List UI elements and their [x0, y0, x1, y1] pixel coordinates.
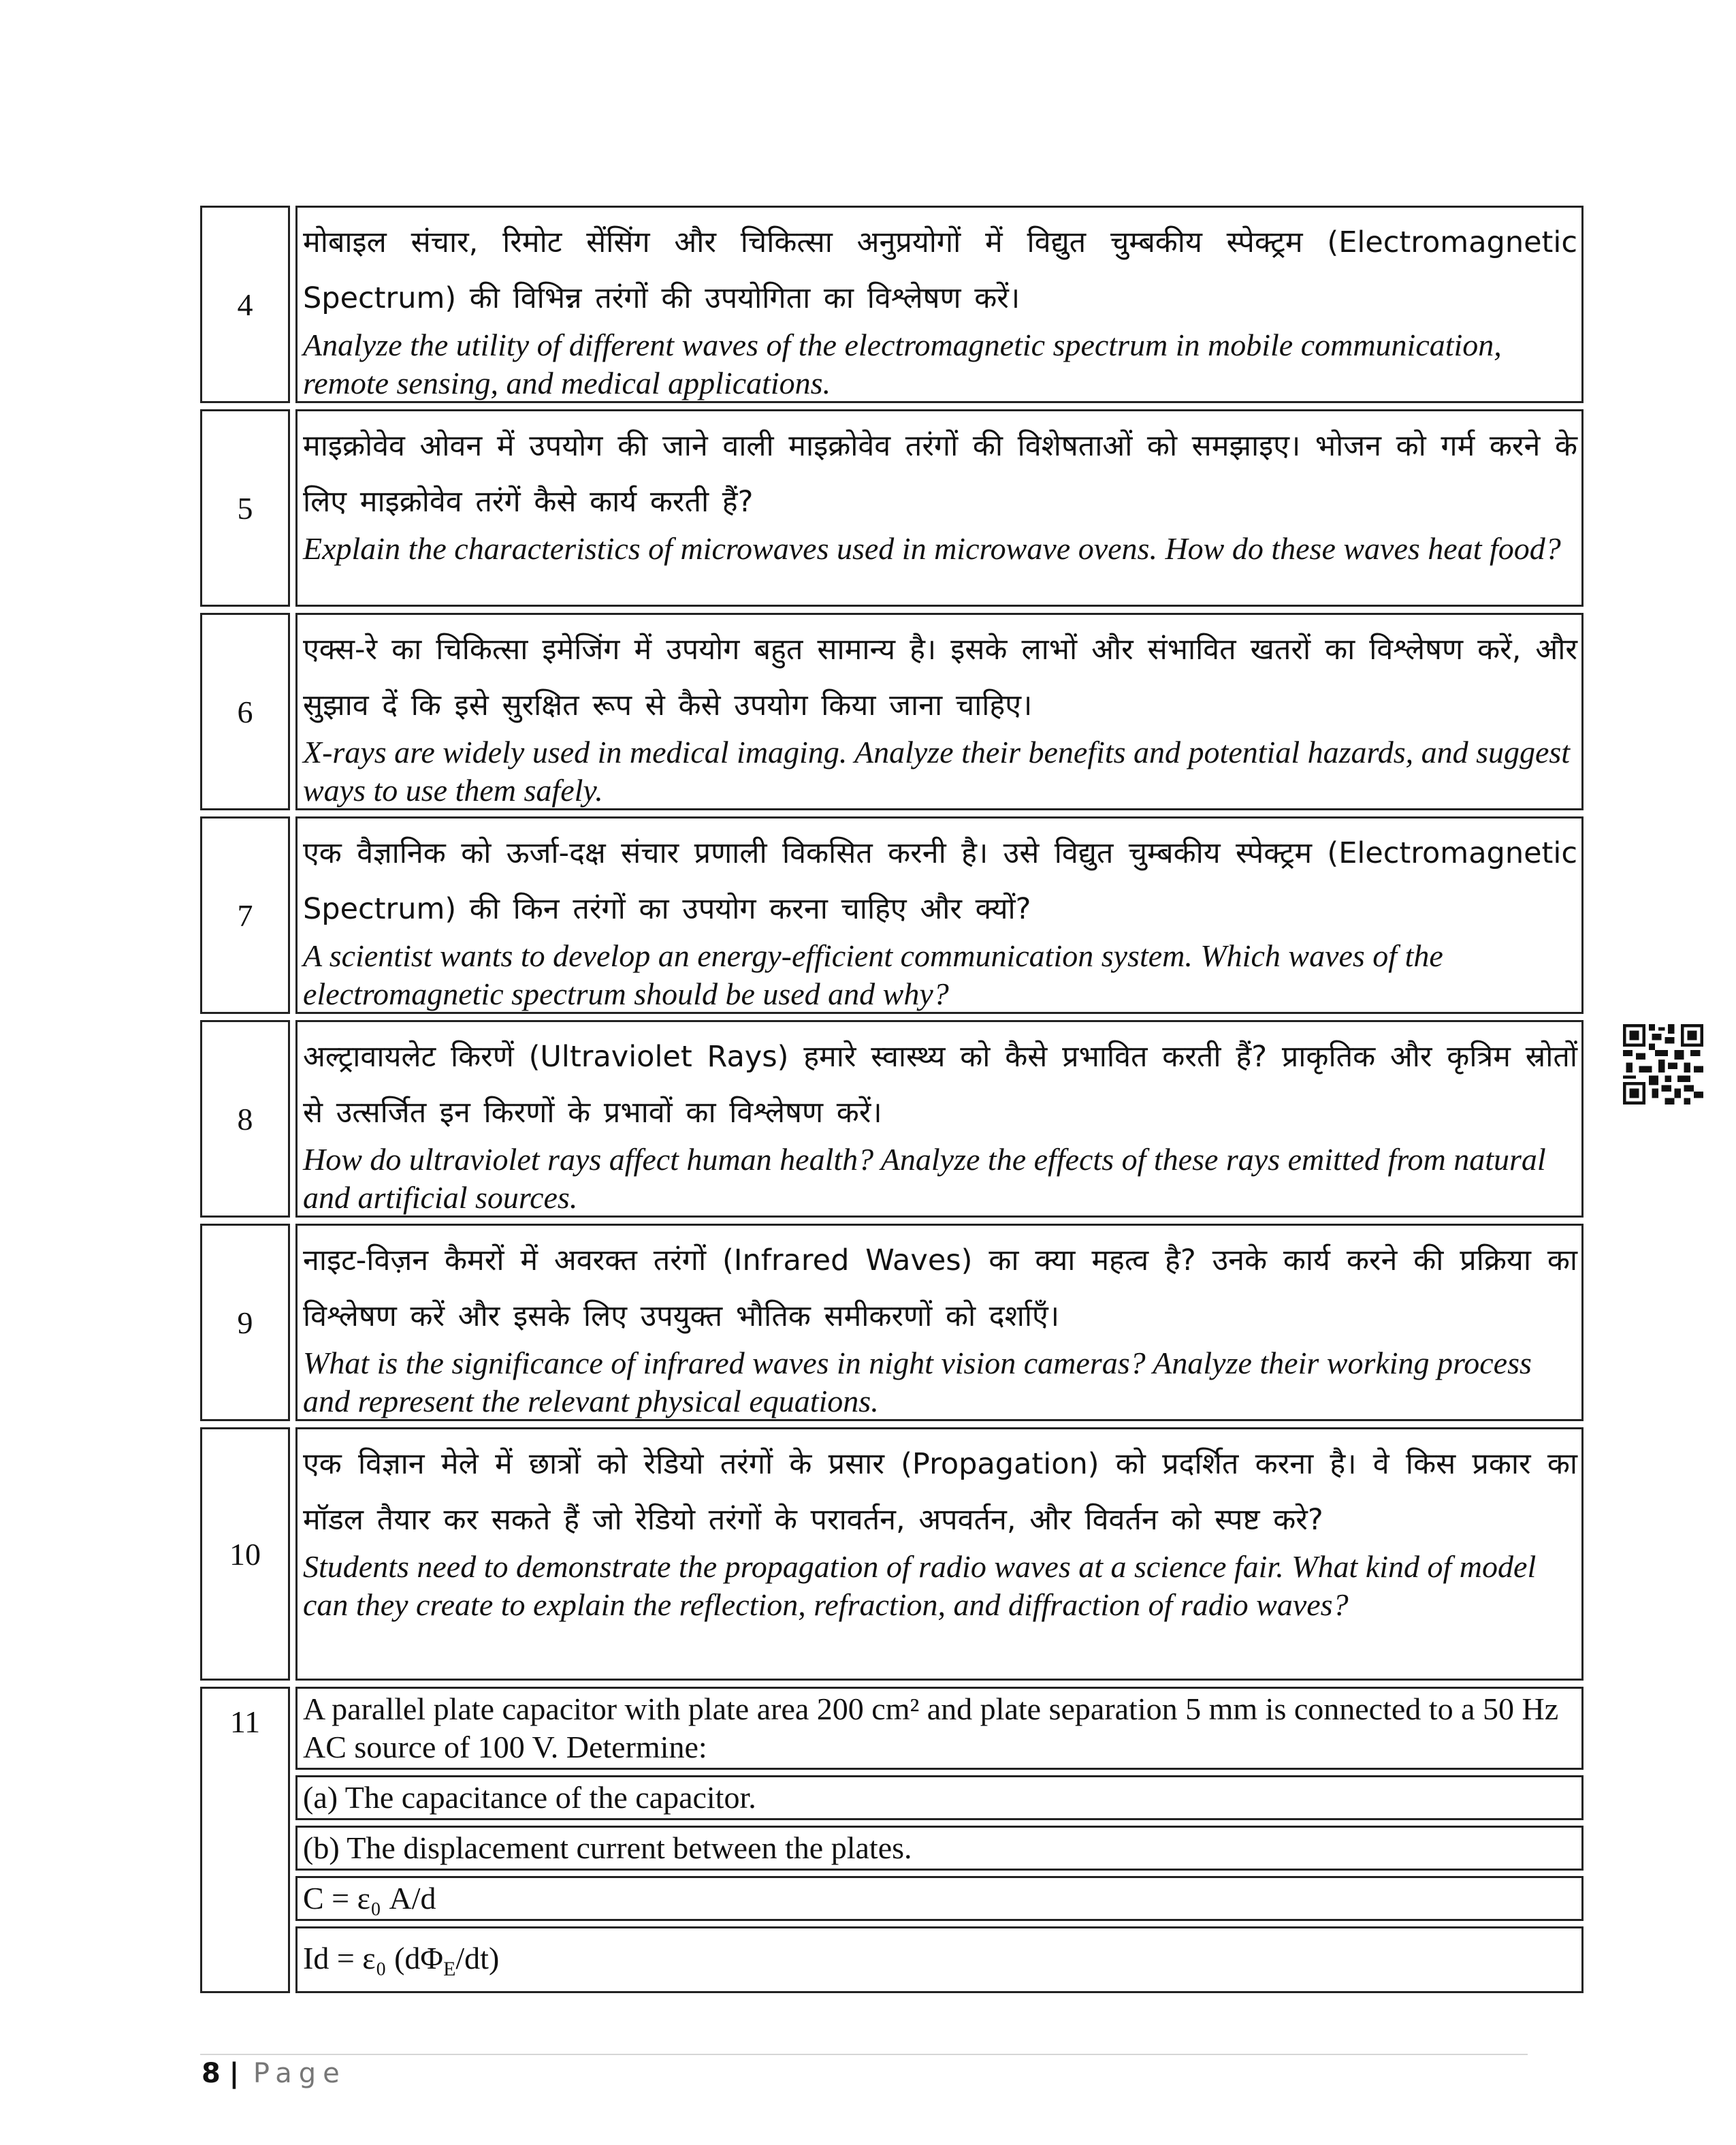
formula-id-suffix: /dt): [455, 1941, 500, 1975]
question-hindi: मोबाइल संचार, रिमोट सेंसिंग और चिकित्सा अनुप्रयोगों में विद्युत चुम्बकीय स्पेक्ट्रम (Electromagnetic Spectrum) की विभिन्न तरंगों की उपयोगिता का विश्लेषण करें।: [303, 225, 1577, 315]
question-hindi: एक विज्ञान मेले में छात्रों को रेडियो तरंगों के प्रसार (Propagation) को प्रदर्शित करना है। वे किस प्रकार का मॉडल तैयार कर सकते हैं जो रेडियो तरंगों के परावर्तन, अपवर्तन, और विवर्तन को स्पष्ट करे?: [303, 1447, 1577, 1537]
page-footer: [202, 2058, 347, 2089]
question-number: 9: [200, 1224, 290, 1421]
question-english: A scientist wants to develop an energy-efficient communication system. Which waves of the electromagnetic spectrum should be used and why?: [303, 938, 1443, 1011]
question-statement: [295, 1687, 1584, 1770]
question-english: X-rays are widely used in medical imaging. Analyze their benefits and potential hazards, and suggest ways to use them safely.: [303, 735, 1571, 808]
question-english: What is the significance of infrared waves in night vision cameras? Analyze their working process and represent the relevant physical equations.: [303, 1346, 1532, 1418]
page-label: Page: [253, 2058, 347, 2089]
question-row-5: [200, 409, 1584, 607]
formula-capacitance: [295, 1876, 1584, 1921]
question-text: [295, 409, 1584, 607]
question-row-8: [200, 1020, 1584, 1218]
question-number: 6: [200, 613, 290, 810]
question-english: Students need to demonstrate the propagation of radio waves at a science fair. What kind of model can they create to explain the reflection, refraction, and diffraction of radio waves?: [303, 1549, 1537, 1622]
question-row-6: [200, 613, 1584, 810]
question-hindi: एक वैज्ञानिक को ऊर्जा-दक्ष संचार प्रणाली विकसित करनी है। उसे विद्युत चुम्बकीय स्पेक्ट्रम (Electromagnetic Spectrum) की किन तरंगों का उपयोग करना चाहिए और क्यों?: [303, 836, 1577, 926]
page-number: 8: [202, 2058, 221, 2089]
question-part-b: [295, 1826, 1584, 1871]
question-text: [295, 1020, 1584, 1218]
part-a-text: (a) The capacitance of the capacitor.: [303, 1780, 756, 1815]
question-number: 10: [200, 1427, 290, 1681]
question-hindi: नाइट-विज़न कैमरों में अवरक्त तरंगों (Infrared Waves) का क्या महत्व है? उनके कार्य करने की प्रक्रिया का विश्लेषण करें और इसके लिए उपयुक्त भौतिक समीकरणों को दर्शाएँ।: [303, 1243, 1577, 1333]
question-hindi: अल्ट्रावायलेट किरणें (Ultraviolet Rays) हमारे स्वास्थ्य को कैसे प्रभावित करती हैं? प्राकृतिक और कृत्रिम स्रोतों से उत्सर्जित इन किरणों के प्रभावों का विश्लेषण करें।: [303, 1040, 1577, 1130]
question-english: Explain the characteristics of microwaves used in microwave ovens. How do these waves heat food?: [303, 531, 1561, 566]
question-row-7: [200, 816, 1584, 1014]
question-text: [295, 1427, 1584, 1681]
question-row-4: [200, 206, 1584, 403]
footer-separator: |: [229, 2058, 240, 2089]
part-b-text: (b) The displacement current between the plates.: [303, 1830, 912, 1865]
question-english: How do ultraviolet rays affect human health? Analyze the effects of these rays emitted from natural and artificial sources.: [303, 1142, 1546, 1215]
formula-capacitance-text: C = ε₀ A/d: [303, 1881, 436, 1916]
question-text: [295, 206, 1584, 403]
question-row-10: [200, 1427, 1584, 1681]
formula-displacement-current: [295, 1926, 1584, 1993]
footer-divider: [200, 2054, 1528, 2055]
question-row-11: [200, 1687, 1584, 1993]
question-part-a: [295, 1775, 1584, 1820]
formula-id-prefix: Id = ε₀ (dΦ: [303, 1941, 444, 1975]
question-english: Analyze the utility of different waves of the electromagnetic spectrum in mobile communication, remote sensing, and medical applications.: [303, 328, 1502, 400]
question-hindi: माइक्रोवेव ओवन में उपयोग की जाने वाली माइक्रोवेव तरंगों की विशेषताओं को समझाइए। भोजन को गर्म करने के लिए माइक्रोवेव तरंगें कैसे कार्य करती हैं?: [303, 429, 1577, 519]
question-number: 4: [200, 206, 290, 403]
question-text: [295, 1224, 1584, 1421]
question-hindi: एक्स-रे का चिकित्सा इमेजिंग में उपयोग बहुत सामान्य है। इसके लाभों और संभावित खतरों का विश्लेषण करें, और सुझाव दें कि इसे सुरक्षित रूप से कैसे उपयोग किया जाना चाहिए।: [303, 633, 1577, 722]
question-statement-text: A parallel plate capacitor with plate area 200 cm² and plate separation 5 mm is connected to a 50 Hz AC source of 100 V. Determine:: [303, 1691, 1559, 1764]
question-text: [295, 613, 1584, 810]
question-number: 7: [200, 816, 290, 1014]
qr-code-icon: [1623, 1024, 1703, 1105]
question-row-9: [200, 1224, 1584, 1421]
question-number: 8: [200, 1020, 290, 1218]
question-number: 11: [200, 1687, 290, 1993]
question-text: [295, 816, 1584, 1014]
formula-id-subscript: E: [443, 1958, 456, 1981]
questions-table: [200, 206, 1584, 1993]
question-number: 5: [200, 409, 290, 607]
